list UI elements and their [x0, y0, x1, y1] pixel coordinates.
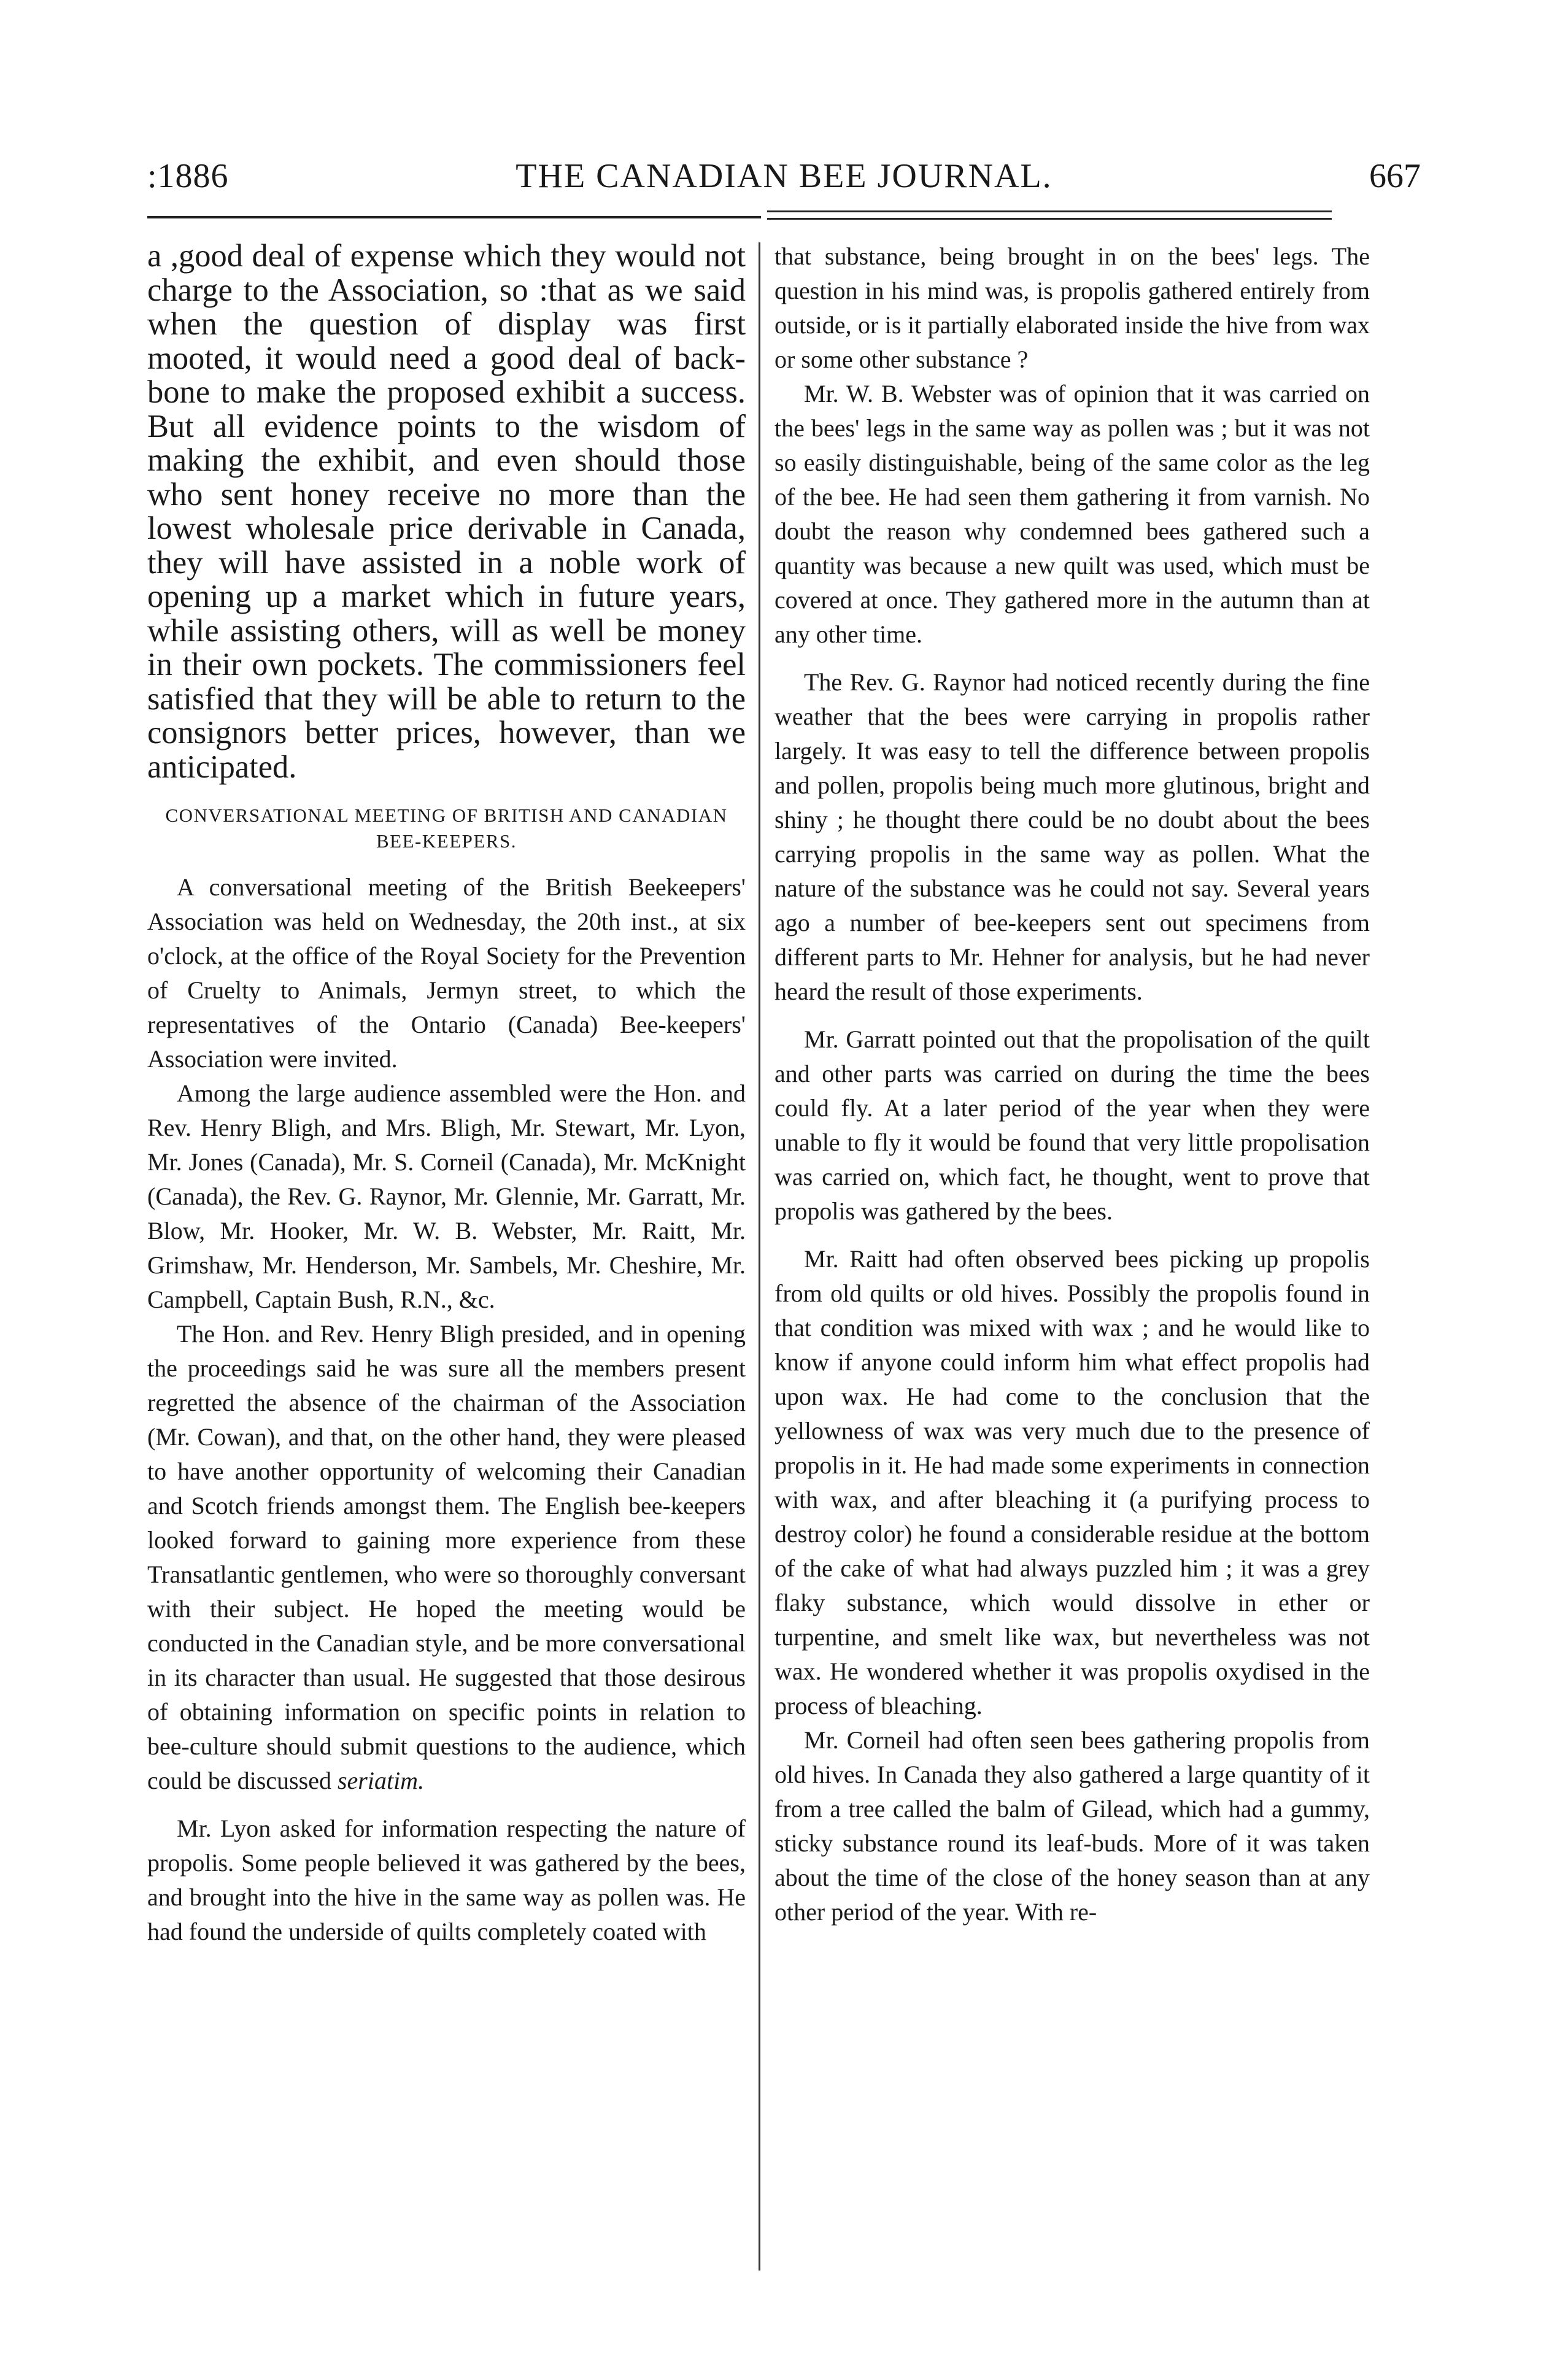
header-rule-left	[147, 216, 761, 218]
left-column	[147, 239, 746, 1949]
header-year: :1886	[147, 157, 229, 195]
page-number: 667	[1369, 157, 1421, 195]
paragraph-presided-text: The Hon. and Rev. Henry Bligh presided, and in opening the proceedings said he was sure all the members present regretted the absence of the chairman of the Association (Mr. Cowan), and that, on the other hand, they were pleased to have another opportunity of welcoming their Canadian and Scotch friends amongst them. The English bee-keepers looked forward to gaining more experience from these Transatlantic gentlemen, who were so thoroughly conversant with their subject. He hoped the meeting would be conducted in the Canadian style, and be more conversational in its character than usual. He suggested that those desirous of obtaining information on specific points in relation to bee-culture should submit questions to the audience, which could be discussed	[147, 1320, 746, 1794]
running-header	[147, 156, 1421, 206]
paragraph-presided-italic: seriatim.	[337, 1767, 425, 1794]
paragraph-garratt: Mr. Garratt pointed out that the propolisation of the quilt and other parts was carried on during the time the bees could fly. At a later period of the year when they were unable to fly it would be found that very little propolisation was carried on, which fact, he thought, went to prove that propolis was gathered by the bees.	[774, 1025, 1370, 1225]
right-column	[774, 239, 1370, 1929]
paragraph-raynor: The Rev. G. Raynor had noticed recently during the fine weather that the bees were carrying in propolis rather largely. It was easy to tell the difference between propolis and pollen, propolis being much more glutinous, bright and shiny ; he thought there could be no doubt about the bees carrying propolis in the same way as pollen. What the nature of the substance was he could not say. Several years ago a number of bee-keepers sent out specimens from different parts to Mr. Hehner for analysis, but he had never heard the result of those experiments.	[774, 668, 1370, 1005]
paragraph-presided	[147, 1317, 746, 1798]
journal-title: THE CANADIAN BEE JOURNAL.	[516, 157, 1052, 195]
section-heading: CONVERSATIONAL MEETING OF BRITISH AND CANADIAN BEE-KEEPERS.	[165, 805, 728, 852]
paragraph-meeting: A conversational meeting of the British Beekeepers' Association was held on Wednesday, the 20th inst., at six o'clock, at the office of the Royal Society for the Prevention of Cruelty to Animals, Jermyn street, to which the representatives of the Ontario (Canada) Bee-keepers' Association were invited.	[147, 873, 746, 1073]
header-rule-right-bottom	[767, 218, 1332, 220]
paragraph-continuation: that substance, being brought in on the bees' legs. The question in his mind was, is propolis gathered entirely from outside, or is it partially elaborated inside the hive from wax or some other substance ?	[774, 242, 1370, 373]
paragraph-corneil: Mr. Corneil had often seen bees gathering propolis from old hives. In Canada they also gathered a large quantity of it from a tree called the balm of Gilead, which had a gummy, sticky substance round its leaf-buds. More of it was taken about the time of the close of the honey season than at any other period of the year. With re-	[774, 1726, 1370, 1926]
paragraph-lyon: Mr. Lyon asked for information respecting the nature of propolis. Some people believed it was gathered by the bees, and brought into the hive in the same way as pollen was. He had found the underside of quilts completely coated with	[147, 1815, 746, 1945]
paragraph-webster: Mr. W. B. Webster was of opinion that it was carried on the bees' legs in the same way as pollen was ; but it was not so easily distinguishable, being of the same color as the leg of the bee. He had seen them gathering it from varnish. No doubt the reason why condemned bees gathered such a quantity was because a new quilt was used, which must be covered at once. They gathered more in the autumn than at any other time.	[774, 380, 1370, 648]
paragraph-raitt: Mr. Raitt had often observed bees picking up propolis from old quilts or old hives. Possibly the propolis found in that condition was mixed with wax ; and he would like to know if anyone could inform him what effect propolis had upon wax. He had come to the conclusion that the yellowness of wax was very much due to the presence of propolis in it. He had made some experiments in connection with wax, and after bleaching it (a purifying process to destroy color) he found a considerable residue at the bottom of the cake of what had always puzzled him ; it was a grey flaky substance, which would dissolve in ether or turpentine, and smelt like wax, but nevertheless was not wax. He wondered whether it was propolis oxydised in the process of bleaching.	[774, 1245, 1370, 1719]
opening-paragraph: a ,good deal of expense which they would not charge to the Association, so :that as we said when the question of display was first mooted, it would need a good deal of back-bone to make the proposed exhibit a success. But all evidence points to the wisdom of making the exhibit, and even should those who sent honey receive no more than the lowest wholesale price derivable in Canada, they will have assisted in a noble work of opening up a market which in future years, while assisting others, will as well be money in their own pockets. The commissioners feel satisfied that they will be able to return to the consignors better prices, however, than we anticipated.	[147, 238, 746, 785]
header-rule-right-top	[767, 210, 1332, 212]
column-divider	[759, 242, 760, 2271]
paragraph-audience: Among the large audience assembled were the Hon. and Rev. Henry Bligh, and Mrs. Bligh, Mr. Stewart, Mr. Lyon, Mr. Jones (Canada), Mr. S. Corneil (Canada), Mr. McKnight (Canada), the Rev. G. Raynor, Mr. Glennie, Mr. Garratt, Mr. Blow, Mr. Hooker, Mr. W. B. Webster, Mr. Raitt, Mr. Grimshaw, Mr. Henderson, Mr. Sambels, Mr. Cheshire, Mr. Campbell, Captain Bush, R.N., &c.	[147, 1079, 746, 1313]
